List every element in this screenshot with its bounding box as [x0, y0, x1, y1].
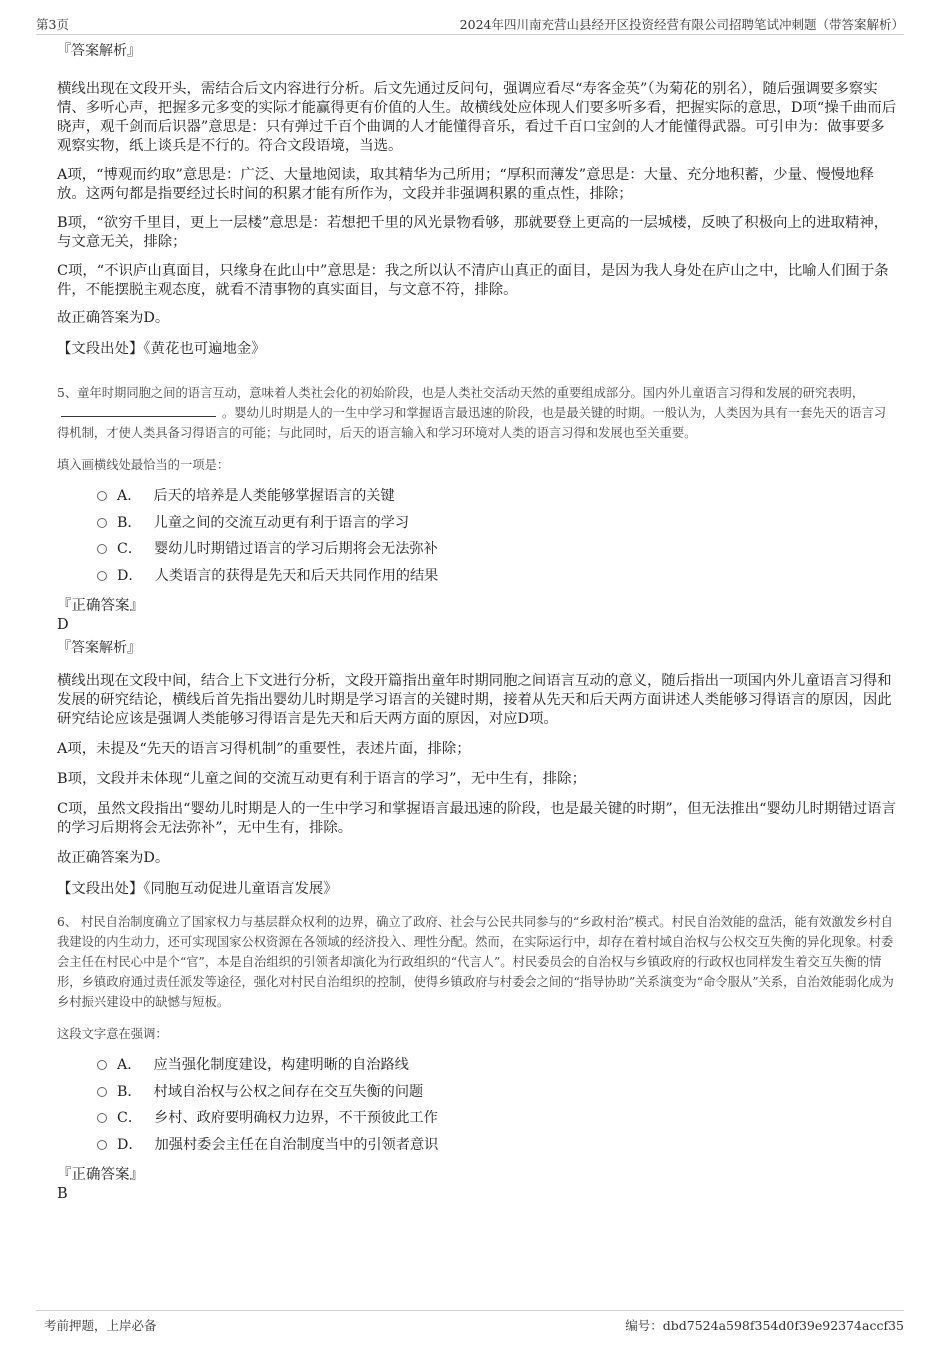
- option-list: [97, 483, 897, 589]
- option-d[interactable]: D． 人类语言的获得是先天和后天共同作用的结果: [97, 563, 897, 590]
- analysis-conclusion: 故正确答案为D。: [57, 850, 170, 866]
- footer-slogan: 考前押题，上岸必备: [44, 1318, 157, 1333]
- analysis-label: 『答案解析』: [57, 640, 141, 656]
- option-b[interactable]: B． 儿童之间的交流互动更有利于语言的学习: [97, 510, 897, 537]
- analysis-option-c: C项，虽然文段指出“婴幼儿时期是人的一生中学习和掌握语言最迅速的阶段，也是最关键的时期”，但无法推出“婴幼儿时期错过语言的学习后期将会无法弥补”，无中生有，排除。: [57, 801, 896, 836]
- analysis-option-a: A项，“博观而约取”意思是：广泛、大量地阅读，取其精华为己所用；“厚积而薄发”意思是：大量、充分地积蓄，少量、慢慢地释放。这两句都是指要经过长时间的积累才能有所作为，文段并非强调积累的重点性，排除；: [57, 167, 874, 202]
- question-stem: 5、童年时期同胞之间的语言互动，意味着人类社会化的初始阶段，也是人类社交活动天然的重要组成部分。国内外儿童语言习得和发展的研究表明，。婴幼儿时期是人的一生中学习和掌握语言最迅速的阶段，也是最关键的时期。一般认为，人类因为具有一套先天的语言习得机制，才使人类具备习得语言的可能；与此同时，后天的语言输入和学习环境对人类的语言习得和发展也至关重要。: [57, 386, 887, 440]
- option-a[interactable]: A． 后天的培养是人类能够掌握语言的关键: [97, 483, 897, 510]
- radio-icon[interactable]: [97, 1140, 107, 1150]
- option-b[interactable]: B． 村域自治权与公权之间存在交互失衡的问题: [97, 1079, 897, 1106]
- option-c[interactable]: C． 婴幼儿时期错过语言的学习后期将会无法弥补: [97, 536, 897, 563]
- fill-in-blank: [61, 404, 216, 417]
- source-citation: 【文段出处】《同胞互动促进儿童语言发展》: [57, 881, 338, 897]
- correct-answer-label: 『正确答案』: [57, 598, 144, 614]
- radio-icon[interactable]: [97, 1087, 107, 1097]
- page-number: 第3页: [36, 17, 69, 32]
- question-5: [57, 383, 897, 899]
- analysis-option-c: C项，“不识庐山真面目，只缘身在此山中”意思是：我之所以认不清庐山真正的面目，是因为我人身处在庐山之中，比喻人们囿于条件，不能摆脱主观态度，就看不清事物的真实面目，与文意不符，排除。: [57, 263, 889, 298]
- analysis-option-b: B项，“欲穷千里目，更上一层楼”意思是：若想把千里的风光景物看够，那就要登上更高的一层城楼，反映了积极向上的进取精神，与文意无关，排除；: [57, 215, 889, 250]
- question-number: 5、: [57, 386, 78, 400]
- correct-answer-label: 『正确答案』: [57, 1167, 144, 1183]
- question-prompt: 这段文字意在强调：: [57, 1027, 168, 1041]
- question-6: [57, 912, 897, 1204]
- analysis-label: 『答案解析』: [57, 43, 141, 59]
- radio-icon[interactable]: [97, 1060, 107, 1070]
- radio-icon[interactable]: [97, 491, 107, 501]
- analysis-conclusion: 故正确答案为D。: [57, 310, 170, 326]
- question-stem: 6、 村民自治制度确立了国家权力与基层群众权利的边界，确立了政府、社会与公民共同参与的“乡政村治”模式。村民自治效能的盘活，能有效激发乡村自我建设的内生动力，还可实现国家公权资源在各领域的经济投入、理性分配。然而，在实际运行中，却存在着村域自治权与公权交互失衡的异化现象。村委会主任在村民心中是个“官”，本是自治组织的引领者却演化为行政组织的“代言人”。村民委员会的自治权与乡镇政府的行政权也同样发生着交互失衡的情形，乡镇政府通过责任派发等途径，强化对村民自治组织的控制，使得乡镇政府与村委会之间的“指导协助”关系演变为“命令服从”关系，自治效能弱化成为乡村振兴建设中的缺憾与短板。: [57, 915, 894, 1009]
- question-prompt: 填入画横线处最恰当的一项是：: [57, 458, 230, 472]
- analysis-option-b: B项，文段并未体现“儿童之间的交流互动更有利于语言的学习”，无中生有，排除；: [57, 771, 586, 787]
- page-header: [36, 14, 904, 35]
- radio-icon[interactable]: [97, 1113, 107, 1123]
- option-list: [97, 1052, 897, 1158]
- radio-icon[interactable]: [97, 518, 107, 528]
- correct-answer: B: [57, 1186, 68, 1202]
- question-number: 6、: [57, 915, 78, 929]
- analysis-option-a: A项，未提及“先天的语言习得机制”的重要性，表述片面，排除；: [57, 741, 471, 757]
- analysis-text: 横线出现在文段开头，需结合后文内容进行分析。后文先通过反问句，强调应看尽“寿客金英”（为菊花的别名），随后强调要多察实情、多听心声，把握多元多变的实际才能赢得更有价值的人生。故横线处应体现人们要多听多看，把握实际的意思，D项“操千曲而后晓声，观千剑而后识器”意思是：只有弹过千百个曲调的人才能懂得音乐，看过千百口宝剑的人才能懂得武器。可引申为：做事要多观察实物，纸上谈兵是不行的。符合文段语境，当选。: [57, 81, 897, 154]
- correct-answer: D: [57, 617, 69, 633]
- radio-icon[interactable]: [97, 571, 107, 581]
- option-c[interactable]: C． 乡村、政府要明确权力边界，不干预彼此工作: [97, 1105, 897, 1132]
- document-title: 2024年四川南充营山县经开区投资经营有限公司招聘笔试冲刺题（带答案解析）: [459, 17, 904, 32]
- page-content: [57, 42, 897, 1208]
- page-footer: [36, 1310, 904, 1335]
- option-d[interactable]: D． 加强村委会主任在自治制度当中的引领者意识: [97, 1132, 897, 1159]
- radio-icon[interactable]: [97, 544, 107, 554]
- option-a[interactable]: A． 应当强化制度建设，构建明晰的自治路线: [97, 1052, 897, 1079]
- document-id: 编号：dbd7524a598f354d0f39e92374accf35: [625, 1318, 904, 1333]
- analysis-text: 横线出现在文段中间，结合上下文进行分析，文段开篇指出童年时期同胞之间语言互动的意义，随后指出一项国内外儿童语言习得和发展的研究结论，横线后首先指出婴幼儿时期是学习语言的关键时期，接着从先天和后天两方面讲述人类能够习得语言的原因，因此研究结论应该是强调人类能够习得语言是先天和后天两方面的原因，对应D项。: [57, 673, 892, 727]
- source-citation: 【文段出处】《黄花也可遍地金》: [57, 341, 266, 357]
